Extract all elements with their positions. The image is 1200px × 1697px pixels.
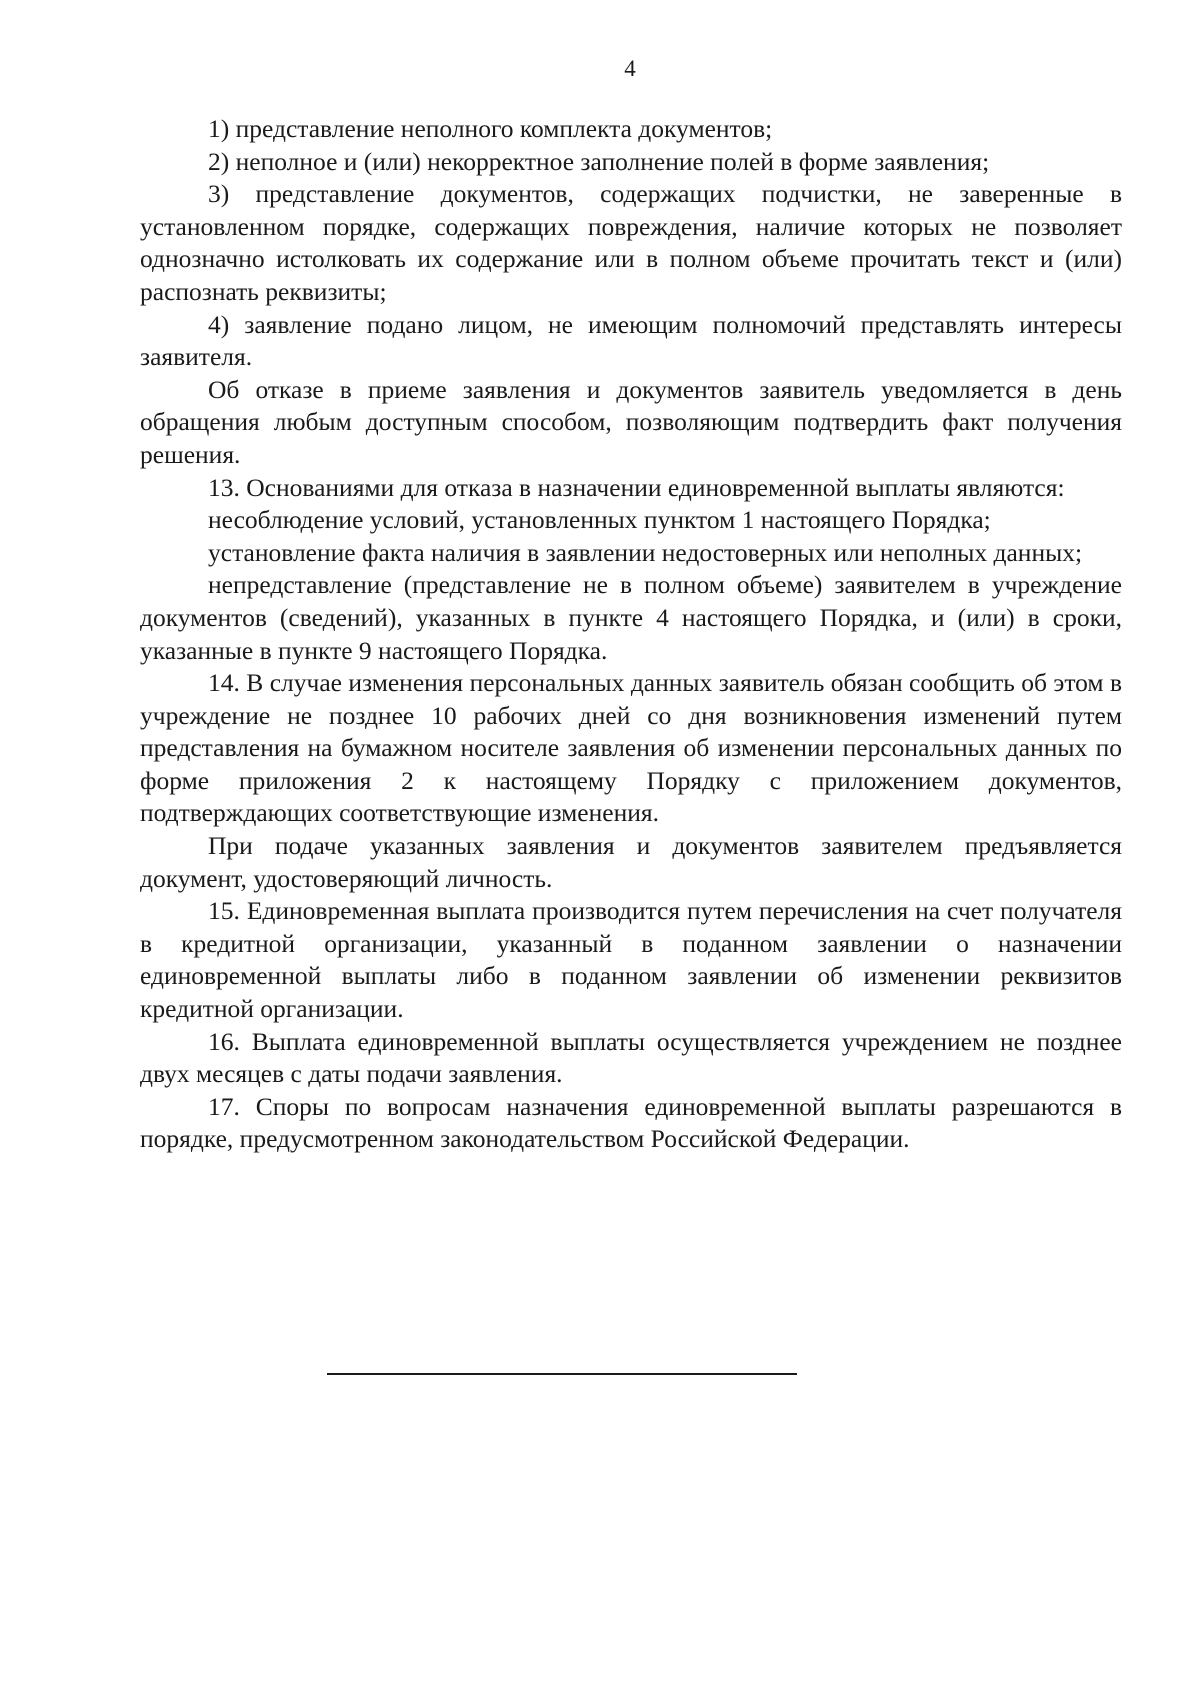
- paragraph-section-13-reason-1: несоблюдение условий, установленных пунктом 1 настоящего Порядка;: [208, 505, 991, 535]
- paragraph-refusal-item-3: 3) представление документов, содержащих подчистки, не заверенные в установленном порядке, содержащих повреждения, наличие которых не позволяет однозначно истолковать их содержание или в полном объеме прочитать текст и (или) распознать реквизиты;: [140, 179, 1122, 306]
- paragraph-refusal-item-1: 1) представление неполного комплекта документов;: [208, 114, 773, 143]
- paragraph-refusal-notice: Об отказе в приеме заявления и документов заявитель уведомляется в день обращения любым доступным способом, позволяющим подтвердить факт получения решения.: [140, 374, 1122, 469]
- paragraph-section-14-identity: При подаче указанных заявления и документов заявителем предъявляется документ, удостоверяющий личность.: [140, 831, 1122, 893]
- paragraph-refusal-item-2: 2) неполное и (или) некорректное заполнение полей в форме заявления;: [208, 146, 990, 176]
- paragraph-section-14: 14. В случае изменения персональных данных заявитель обязан сообщить об этом в учреждение не позднее 10 рабочих дней со дня возникновения изменений путем представления на бумажном носителе заявления об изменении персональных данных по форме приложения 2 к настоящему Порядку с приложением документов, подтверждающих соответствующие изменения.: [140, 668, 1122, 828]
- end-separator-line: [327, 1373, 797, 1375]
- paragraph-section-13: 13. Основаниями для отказа в назначении единовременной выплаты являются:: [208, 472, 1065, 502]
- paragraph-section-13-reason-3: непредставление (представление не в полном объеме) заявителем в учреждение документов (сведений), указанных в пункте 4 настоящего Порядка, и (или) в сроки, указанные в пункте 9 настоящего Порядка.: [140, 570, 1122, 665]
- paragraph-section-16: 16. Выплата единовременной выплаты осуществляется учреждением не позднее двух месяцев с даты подачи заявления.: [140, 1026, 1122, 1089]
- document-body: [140, 113, 1122, 1156]
- paragraph-refusal-item-4: 4) заявление подано лицом, не имеющим полномочий представлять интересы заявителя.: [140, 309, 1122, 372]
- paragraph-section-17: 17. Споры по вопросам назначения единовременной выплаты разрешаются в порядке, предусмотренном законодательством Российской Федерации.: [140, 1091, 1122, 1154]
- paragraph-section-15: 15. Единовременная выплата производится путем перечисления на счет получателя в кредитной организации, указанный в поданном заявлении о назначении единовременной выплаты либо в поданном заявлении об изменении реквизитов кредитной организации.: [140, 896, 1122, 1024]
- paragraph-section-13-reason-2: установление факта наличия в заявлении недостоверных или неполных данных;: [208, 537, 1083, 567]
- page-number: 4: [624, 56, 636, 81]
